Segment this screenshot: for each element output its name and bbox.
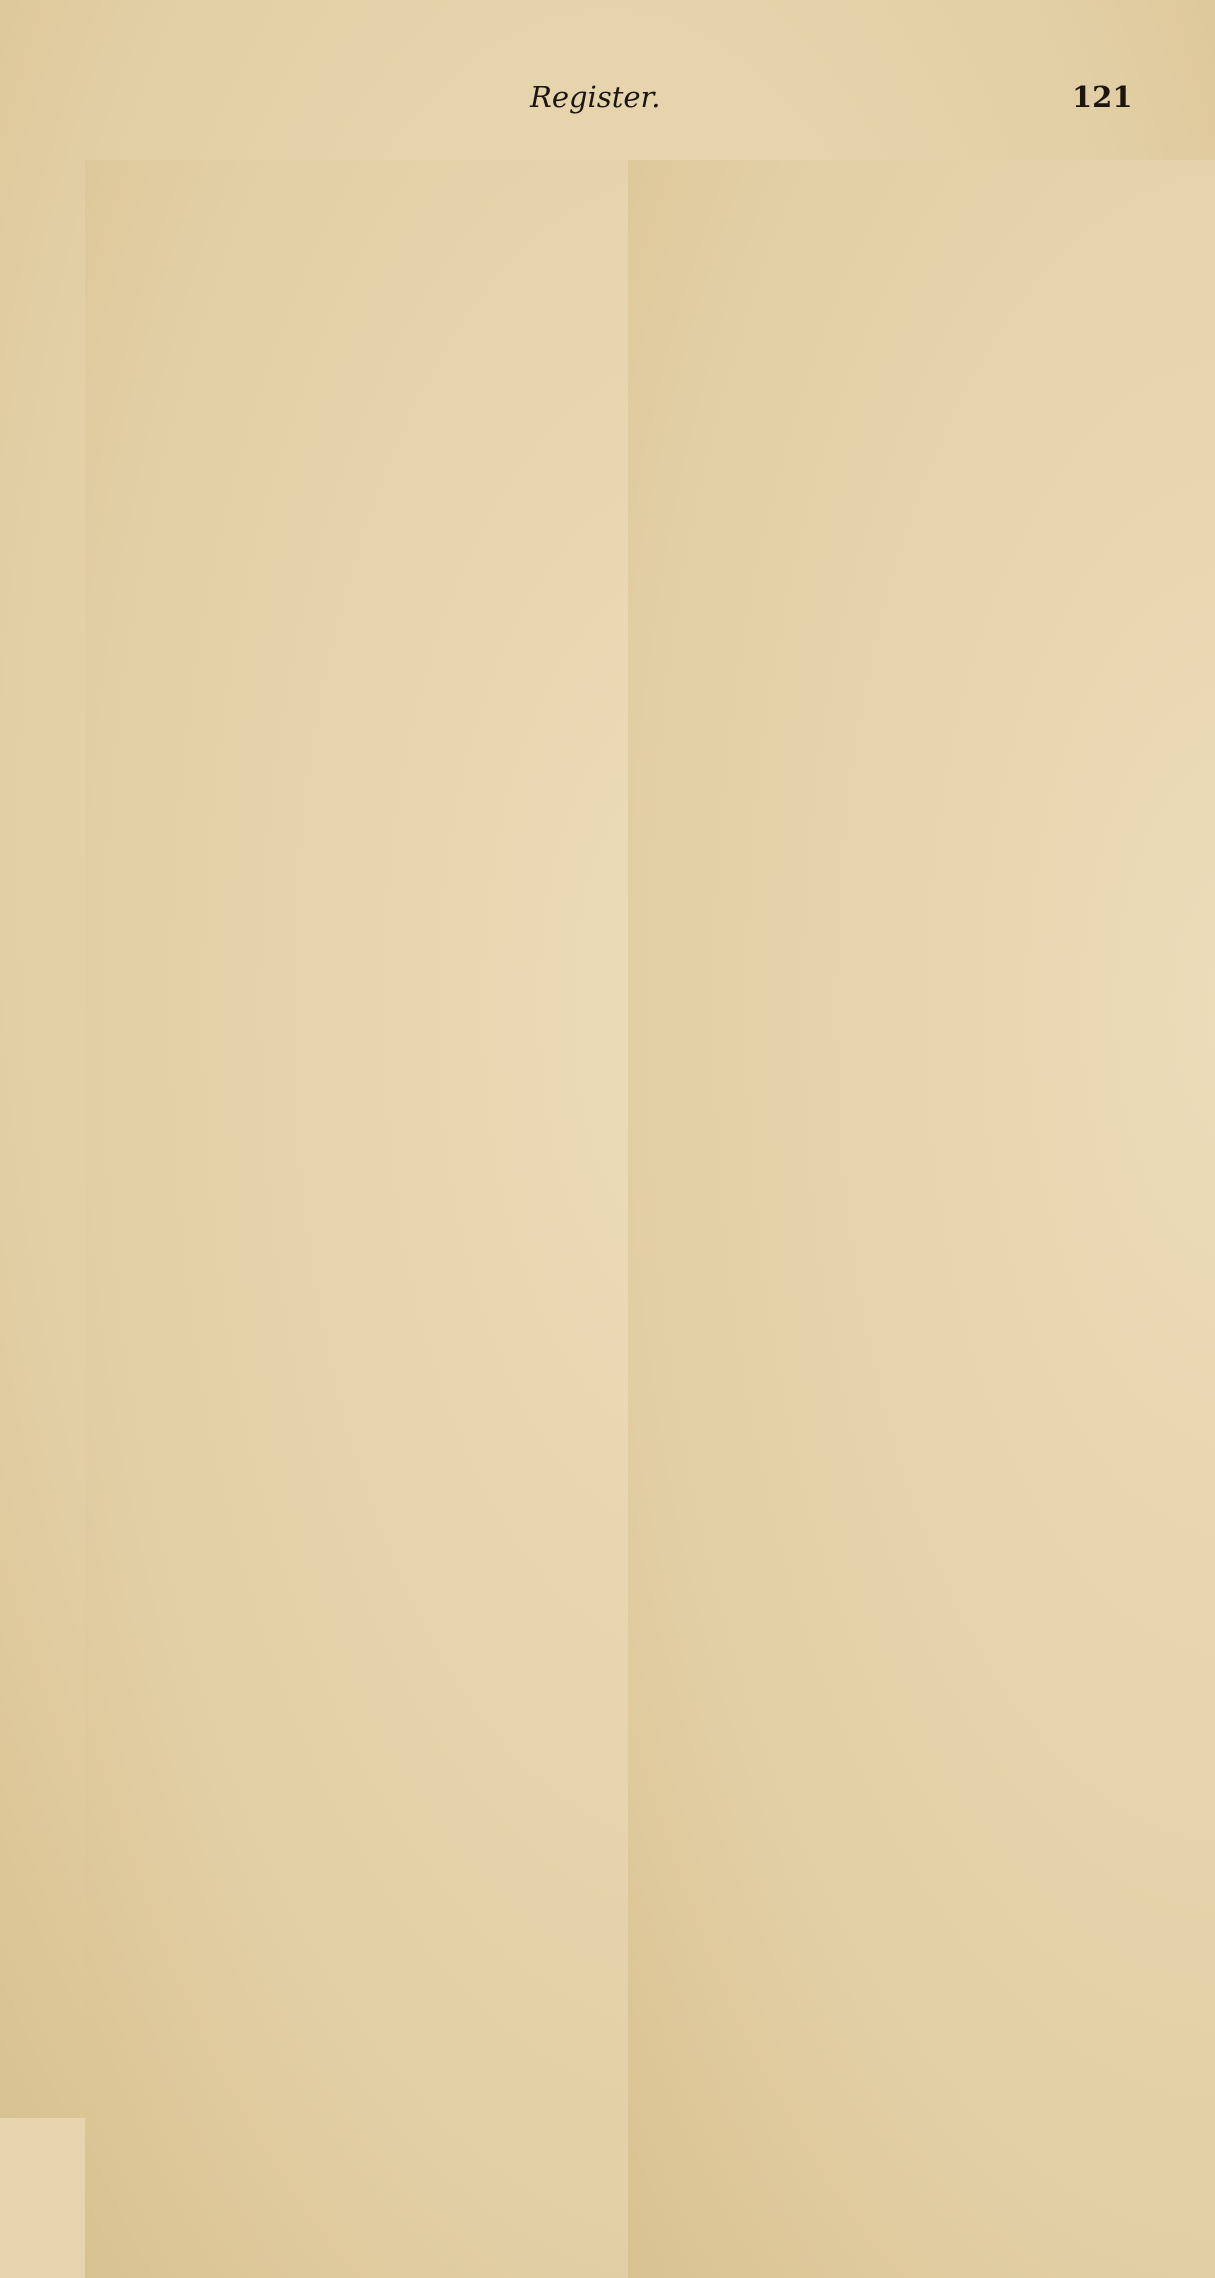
index-entry — [628, 1880, 1133, 1915]
entry-page — [85, 1845, 585, 1880]
running-title: Register. — [530, 80, 661, 114]
page-header — [0, 80, 1215, 120]
page-number: 121 — [1072, 80, 1133, 114]
index-entry — [85, 1845, 585, 1880]
entry-page — [628, 1880, 1133, 1915]
left-column — [85, 160, 585, 1880]
right-column — [628, 160, 1133, 1915]
